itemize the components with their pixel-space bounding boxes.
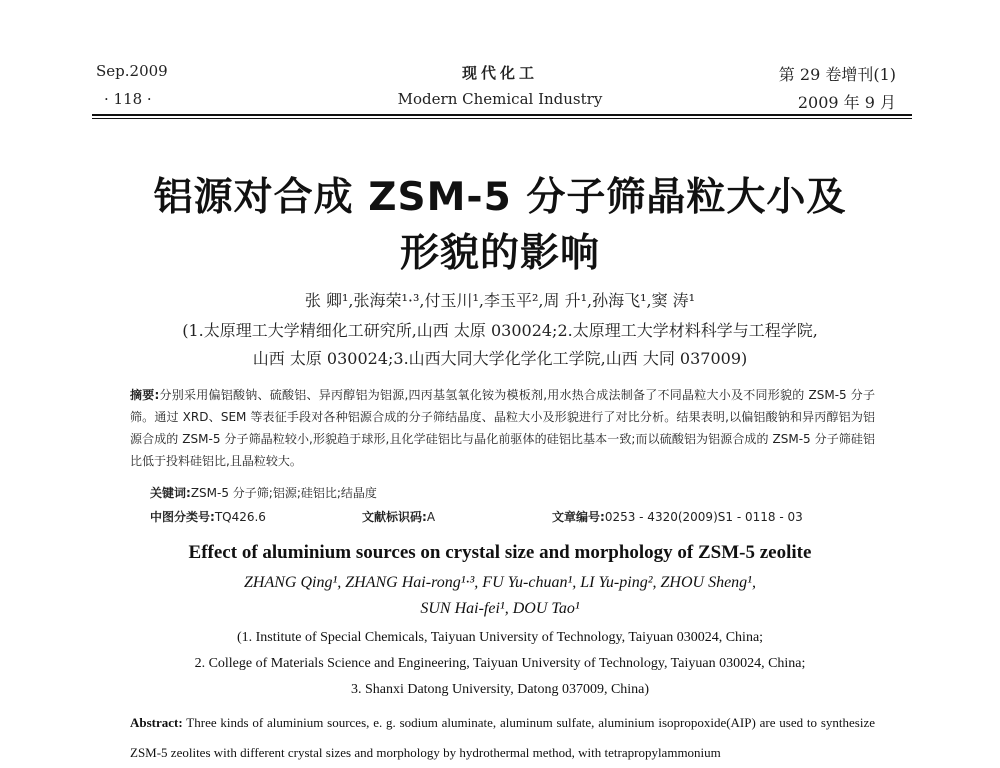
article-number — [552, 508, 803, 525]
header-journal-en: Modern Chemical Industry — [397, 90, 603, 108]
header-rule-thin — [92, 118, 912, 119]
article-number-value: 0253 - 4320(2009)S1 - 0118 - 03 — [604, 510, 803, 524]
header-date: Sep.2009 — [96, 62, 168, 80]
clc-value: TQ426.6 — [214, 510, 266, 524]
abstract-cn-text: 分别采用偏铝酸钠、硫酸铝、异丙醇铝为铝源,四丙基氢氧化铵为模板剂,用水热合成法制备了不同晶粒大小及不同形貌的 ZSM-5 分子筛。通过 XRD、SEM 等表征手段对各种铝源合成的分子筛结晶度、晶粒大小及形貌进行了对比分析。结果表明,以偏铝酸钠和异丙醇铝为铝源合成的 ZSM-5 分子筛晶粒较小,形貌趋于球形,且化学硅铝比与晶化前驱体的硅铝比基本一致;而以硫酸铝为铝源合成的 ZSM-5 分子筛硅铝比低于投料硅铝比,且晶粒较大。 — [130, 388, 875, 468]
document-code-label: 文献标识码: — [362, 510, 427, 524]
affiliations-en-line2: 2. College of Materials Science and Engineering, Taiyuan University of Technology, Taiyuan 030024, China; — [194, 656, 806, 671]
header-issue-date: 2009 年 9 月 — [797, 93, 896, 112]
keywords-cn-text: ZSM-5 分子筛;铝源;硅铝比;结晶度 — [190, 486, 377, 500]
header-journal-cn: 现代化工 — [461, 64, 538, 82]
clc-label: 中图分类号: — [150, 510, 215, 524]
header-volume: 第 29 卷增刊(1) — [778, 65, 896, 84]
abstract-en — [130, 708, 875, 768]
abstract-en-text: Three kinds of aluminium sources, e. g. sodium aluminate, aluminum sulfate, aluminium isopropoxide(AIP) are used to synthesize ZSM-5 zeolites with different crystal sizes and morphology by hydrothermal method, with tetrapropylammonium — [130, 715, 875, 760]
affiliations-en-line3: 3. Shanxi Datong University, Datong 037009, China) — [350, 682, 650, 697]
document-code — [362, 508, 435, 525]
header-page-number: · 118 · — [104, 90, 152, 108]
authors-cn: 张 卿¹,张海荣¹·³,付玉川¹,李玉平²,周 升¹,孙海飞¹,窦 涛¹ — [304, 291, 696, 310]
abstract-cn — [130, 384, 875, 472]
authors-en-line2: SUN Hai-fei¹, DOU Tao¹ — [420, 600, 580, 617]
title-cn-line2: 形貌的影响 — [399, 231, 600, 276]
keywords-cn-label: 关键词: — [150, 486, 191, 500]
authors-en-line1: ZHANG Qing¹, ZHANG Hai-rong¹·³, FU Yu-chuan¹, LI Yu-ping², ZHOU Sheng¹, — [244, 574, 756, 591]
affiliations-cn-line2: 山西 太原 030024;3.山西大同大学化学化工学院,山西 大同 037009) — [252, 349, 748, 368]
affiliations-cn-line1: (1.太原理工大学精细化工研究所,山西 太原 030024;2.太原理工大学材料科学与工程学院, — [182, 321, 818, 340]
keywords-cn — [150, 484, 377, 501]
abstract-en-label: Abstract: — [130, 715, 183, 730]
clc-number — [150, 508, 266, 525]
title-cn-line1: 铝源对合成 ZSM-5 分子筛晶粒大小及 — [153, 175, 847, 220]
article-number-label: 文章编号: — [552, 510, 605, 524]
header-rule-thick — [92, 114, 912, 116]
abstract-cn-label: 摘要: — [130, 388, 160, 402]
affiliations-en-line1: (1. Institute of Special Chemicals, Taiyuan University of Technology, Taiyuan 030024, China; — [236, 630, 764, 645]
document-code-value: A — [426, 510, 436, 524]
title-en: Effect of aluminium sources on crystal size and morphology of ZSM-5 zeolite — [188, 542, 812, 563]
